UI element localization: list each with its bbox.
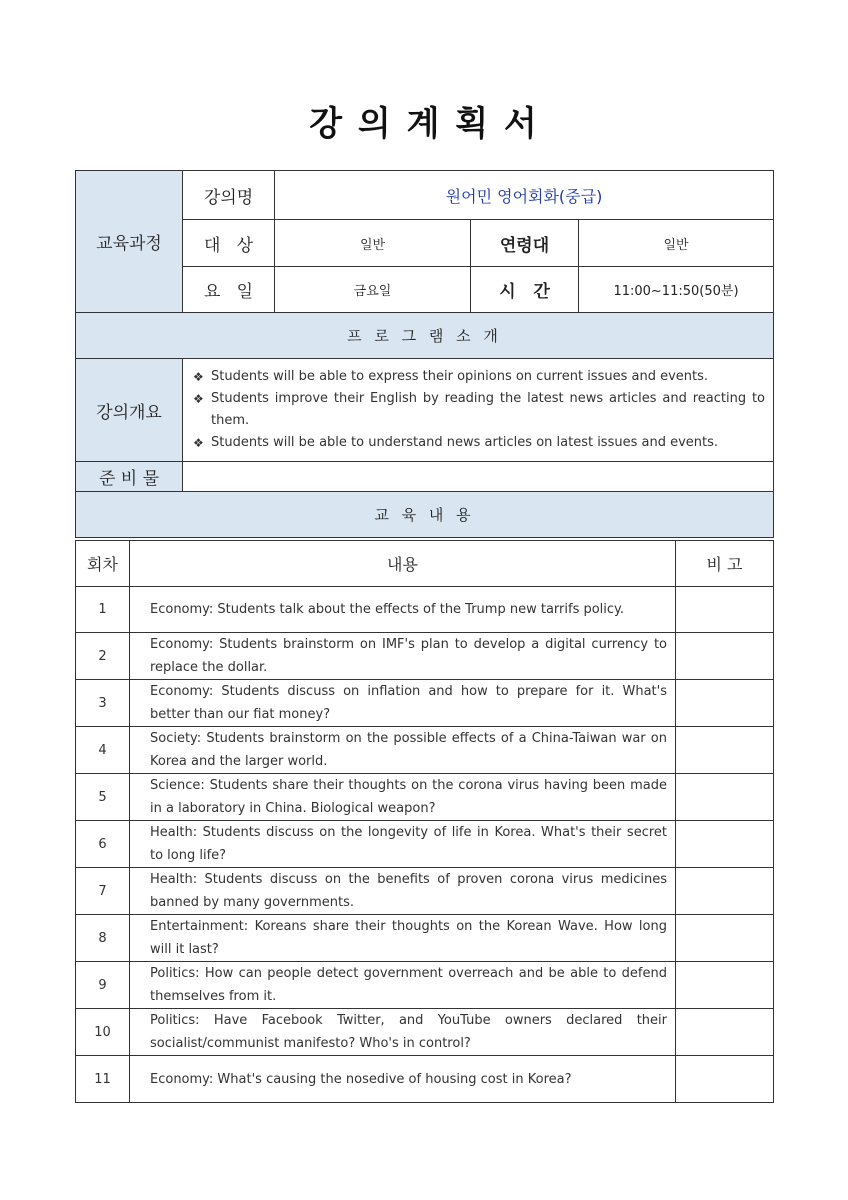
course-name-label: 강의명	[183, 171, 275, 220]
table-row	[76, 680, 774, 727]
session-number: 3	[76, 680, 130, 727]
session-content: Health: Students discuss on the longevity of life in Korea. What's their secret to long life?	[130, 821, 676, 868]
diamond-bullet-icon: ❖	[193, 392, 204, 406]
session-content: Economy: Students discuss on inflation and how to prepare for it. What's better than our fiat money?	[130, 680, 676, 727]
materials-value	[183, 462, 774, 492]
materials-label: 준 비 물	[76, 462, 183, 492]
session-number: 11	[76, 1056, 130, 1102]
session-note	[676, 1009, 774, 1056]
course-name-value: 원어민 영어회화(중급)	[275, 171, 774, 220]
session-content: Politics: Have Facebook Twitter, and YouTube owners declared their socialist/communist manifesto? Who's in control?	[130, 1009, 676, 1056]
overview-item	[193, 432, 765, 454]
table-row	[76, 1056, 774, 1102]
col-session-header: 회차	[76, 541, 130, 587]
target-label: 대 상	[183, 220, 275, 267]
table-row	[76, 868, 774, 915]
session-note	[676, 962, 774, 1009]
overview-text: Students will be able to express their opinions on current issues and events.	[211, 369, 709, 384]
session-note	[676, 868, 774, 915]
session-content: Entertainment: Koreans share their thoughts on the Korean Wave. How long will it last?	[130, 915, 676, 962]
overview-label: 강의개요	[76, 359, 183, 462]
table-row	[76, 727, 774, 774]
session-content: Economy: What's causing the nosedive of housing cost in Korea?	[130, 1056, 676, 1102]
time-label: 시 간	[471, 267, 579, 313]
age-label: 연령대	[471, 220, 579, 267]
session-content: Health: Students discuss on the benefits of proven corona virus medicines banned by many governments.	[130, 868, 676, 915]
age-value: 일반	[579, 220, 774, 267]
overview-cell	[183, 359, 774, 462]
session-note	[676, 774, 774, 821]
session-number: 9	[76, 962, 130, 1009]
table-row	[76, 774, 774, 821]
overview-text: Students improve their English by reading the latest news articles and reacting to them.	[211, 391, 765, 428]
program-heading: 프 로 그 램 소 개	[76, 313, 774, 359]
session-number: 5	[76, 774, 130, 821]
overview-list	[183, 361, 773, 459]
session-note	[676, 727, 774, 774]
session-number: 2	[76, 633, 130, 680]
session-number: 4	[76, 727, 130, 774]
session-number: 8	[76, 915, 130, 962]
diamond-bullet-icon: ❖	[193, 370, 204, 384]
content-heading: 교 육 내 용	[76, 492, 774, 538]
col-content-header: 내용	[130, 541, 676, 587]
session-number: 7	[76, 868, 130, 915]
session-note	[676, 633, 774, 680]
session-note	[676, 1056, 774, 1102]
session-number: 6	[76, 821, 130, 868]
table-row	[76, 633, 774, 680]
session-content: Science: Students share their thoughts on the corona virus having been made in a laboratory in China. Biological weapon?	[130, 774, 676, 821]
table-row	[76, 962, 774, 1009]
content-table	[75, 540, 774, 1103]
session-number: 10	[76, 1009, 130, 1056]
curriculum-label: 교육과정	[76, 171, 183, 313]
day-value: 금요일	[275, 267, 471, 313]
session-content: Economy: Students brainstorm on IMF's plan to develop a digital currency to replace the dollar.	[130, 633, 676, 680]
day-label: 요 일	[183, 267, 275, 313]
overview-text: Students will be able to understand news articles on latest issues and events.	[211, 435, 719, 450]
session-note	[676, 587, 774, 633]
table-row	[76, 915, 774, 962]
session-content: Politics: How can people detect government overreach and be able to defend themselves from it.	[130, 962, 676, 1009]
session-number: 1	[76, 587, 130, 633]
overview-item	[193, 388, 765, 432]
session-note	[676, 821, 774, 868]
session-note	[676, 915, 774, 962]
diamond-bullet-icon: ❖	[193, 436, 204, 450]
table-row	[76, 1009, 774, 1056]
table-row	[76, 587, 774, 633]
document-title: 강 의 계 획 서	[309, 104, 539, 144]
course-info-table	[75, 170, 774, 538]
col-note-header: 비 고	[676, 541, 774, 587]
overview-item	[193, 366, 765, 388]
table-row	[76, 821, 774, 868]
session-note	[676, 680, 774, 727]
target-value: 일반	[275, 220, 471, 267]
session-content: Society: Students brainstorm on the possible effects of a China-Taiwan war on Korea and the larger world.	[130, 727, 676, 774]
session-content: Economy: Students talk about the effects of the Trump new tarrifs policy.	[130, 587, 676, 633]
time-value: 11:00~11:50(50분)	[579, 267, 774, 313]
